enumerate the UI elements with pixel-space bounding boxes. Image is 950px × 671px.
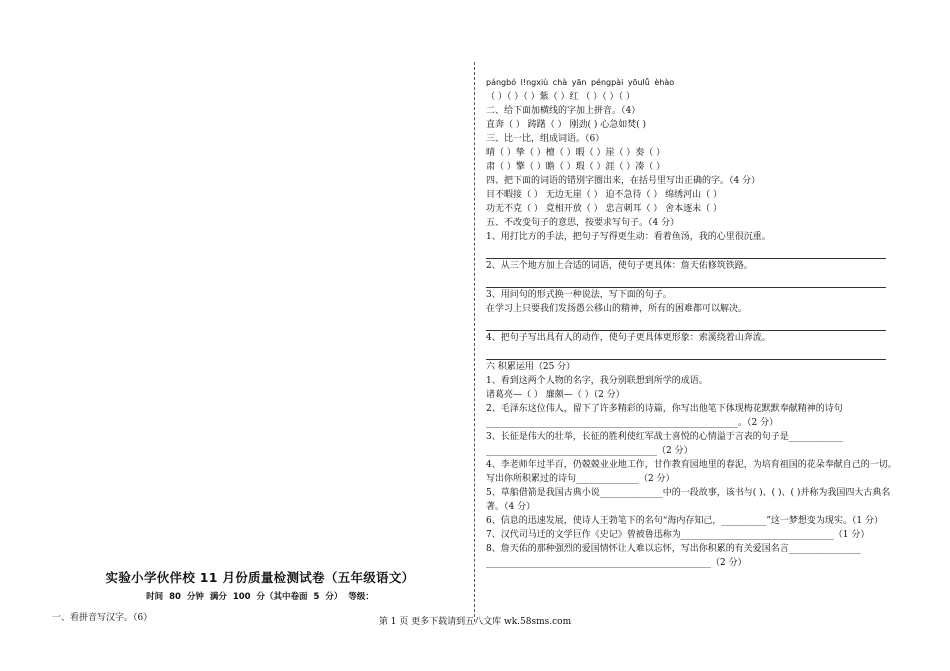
section-6-q3-blank: ______________________________________（2 分）: [486, 446, 693, 456]
answer-line-4[interactable]: [486, 345, 886, 360]
section-6-q6: 6、信息的迅速发展，使诗人王勃笔下的名句“海内存知己，__________”这一梦想变为现实。（1 分）: [486, 516, 884, 526]
section-5-q4: 4、把句子写出具有人的动作，使句子更具体更形象：索溪绕着山奔流。: [486, 333, 771, 343]
section-1-heading: 一、看拼音写汉字。（6）: [52, 613, 153, 623]
section-6-q7: 7、汉代司马迁的文学巨作《史记》曾被鲁迅称为__________________________________（1 分）: [486, 530, 870, 540]
section-5-heading: 五、不改变句子的意思，按要求写句子。（4 分）: [486, 218, 680, 228]
section-5-q3-sentence: 在学习上只要我们发扬愚公移山的精神，所有的困难都可以解决。: [486, 304, 748, 314]
section-5-q1: 1、用打比方的手法，把句子写得更生动：看着鱼汤，我的心里很沉重。: [486, 232, 771, 242]
answer-line-1[interactable]: [486, 244, 886, 259]
section-2-items: 直奔（ ） 踌躇（ ） 刚劲( ) 心急如焚( ): [486, 120, 647, 130]
section-6-heading: 六 积累运用（25 分）: [486, 362, 576, 372]
section-4-heading: 四、把下面的词语的错别字圈出来，在括号里写出正确的字。（4 分）: [486, 176, 761, 186]
section-6-q8-blank: __________________________________________________（2 分）: [486, 558, 747, 568]
page-footer: 第 1 页 更多下载请到五八文库 wk.58sms.com: [378, 617, 572, 627]
pinyin-row: pángbó l!ngxiù chà yān péngpài yōulǚ èhào: [486, 78, 675, 87]
exam-title: 实验小学伙伴校 11 月份质量检测试卷（五年级语文）: [105, 570, 415, 585]
section-6-q1-items: 诸葛亮—（ ） 廉颇—（ ）（2 分）: [486, 390, 625, 400]
section-2-heading: 二、给下面加横线的字加上拼音。（4）: [486, 106, 641, 116]
right-column: [486, 76, 900, 570]
section-4-row-1: 目不暇接（ ） 无边无崖（ ） 迫不急待（ ） 绵绣河山（ ）: [486, 190, 723, 200]
section-6-q4: 4、李老师年过半百，仍兢兢业业地工作，甘作教育园地里的春泥，为培育祖国的花朵奉献自己的一切。写出你所积累过的诗句______________（2 分）: [486, 460, 897, 484]
answer-line-3[interactable]: [486, 316, 886, 331]
exam-subtitle: 时间 80 分钟 满分 100 分（其中卷面 5 分） 等级：: [146, 592, 374, 602]
section-3-heading: 三、比一比，组成词语。（6）: [486, 134, 605, 144]
section-6-q8: 8、詹天佑的那种强烈的爱国情怀让人难以忘怀，写出你积累的有关爱国名言________________: [486, 544, 861, 554]
section-4-row-2: 功无不克（ ） 竟相开放（ ） 忠言刺耳（ ） 舍本逐未（ ）: [486, 204, 723, 214]
section-6-q2: 2、毛泽东这位伟人，留下了许多精彩的诗篇，你写出他笔下体现梅花默默奉献精神的诗句: [486, 404, 843, 414]
answer-brackets-row: （ ）（ ）（ ）紫（ ）红 （ ）（ ）（ ）: [486, 92, 635, 102]
section-5-q3: 3、用问句的形式换一种说法，写下面的句子。: [486, 290, 672, 300]
section-3-row-2: 肃（ ）擎（ ）瞻（ ）瑕（ ）涯（ ）凑（ ）: [486, 162, 666, 172]
exam-header: [60, 568, 460, 602]
section-6-q5: 5、草船借箭是我国古典小说______________中的一段故事，该书与( )、( )、( )并称为我国四大古典名著。（4 分）: [486, 488, 891, 512]
section-6-q2-blank: ________________________________________________________。（2 分）: [486, 418, 779, 428]
column-divider: [474, 62, 475, 622]
section-6-q1: 1、看到这两个人物的名字，我分别联想到所学的成语。: [486, 376, 708, 386]
section-6-q3: 3、长征是伟大的壮举，长征的胜利使红军战士喜悦的心情溢于言表的句子是____________: [486, 432, 843, 442]
section-5-q2: 2、从三个地方加上合适的词语，使句子更具体：詹天佑修筑铁路。: [486, 261, 753, 271]
section-3-row-1: 晴（ ）挚（ ）檀（ ）暇（ ）崖（ ）奏（ ）: [486, 148, 666, 158]
answer-line-2[interactable]: [486, 273, 886, 288]
